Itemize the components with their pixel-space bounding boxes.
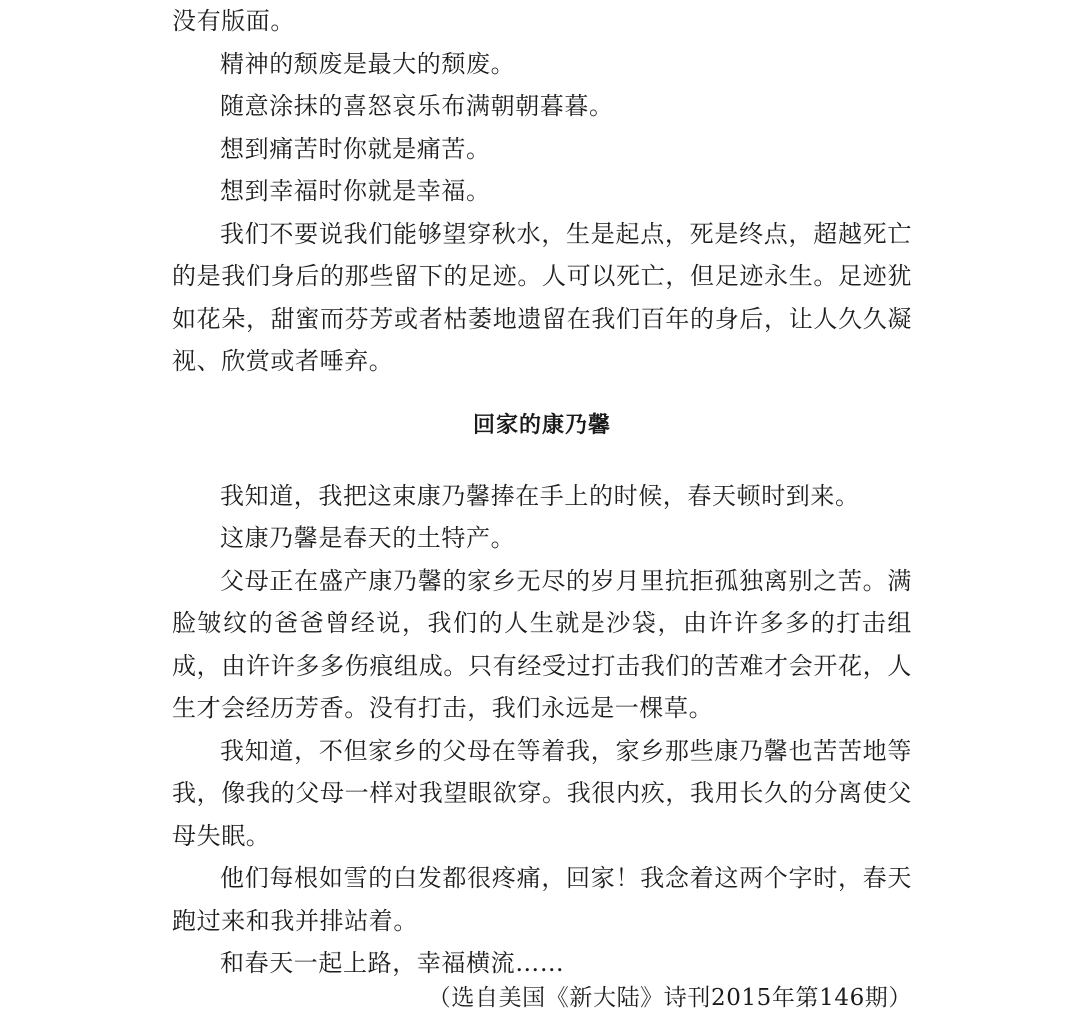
document-page [172,0,912,985]
poem-body [172,475,912,985]
paragraph: 他们每根如雪的白发都很疼痛，回家！我念着这两个字时，春天跑过来和我并排站着。 [172,864,912,935]
poem-title: 回家的康乃馨 [472,412,611,438]
paragraph: 我知道，我把这束康乃馨捧在手上的时候，春天顿时到来。 [220,481,860,510]
paragraph: 我们不要说我们能够望穿秋水，生是起点，死是终点，超越死亡的是我们身后的那些留下的足迹。人可以死亡，但足迹永生。足迹犹如花朵，甜蜜而芬芳或者枯萎地遗留在我们百年的身后，让人久久凝视、欣赏或者唾弃。 [172,219,912,375]
paragraph: 父母正在盛产康乃馨的家乡无尽的岁月里抗拒孤独离别之苦。满脸皱纹的爸爸曾经说，我们的人生就是沙袋，由许许多多的打击组成，由许许多多伤痕组成。只有经受过打击我们的苦难才会开花，人生才会经历芳香。没有打击，我们永远是一棵草。 [172,566,912,722]
paragraph: 想到幸福时你就是幸福。 [220,177,491,205]
paragraph: 我知道，不但家乡的父母在等着我，家乡那些康乃馨也苦苦地等我，像我的父母一样对我望眼欲穿。我很内疚，我用长久的分离使父母失眠。 [172,736,912,850]
paragraph: 随意涂抹的喜怒哀乐布满朝朝暮暮。 [220,92,614,120]
paragraph: 和春天一起上路，幸福横流…… [220,949,565,977]
paragraph: 想到痛苦时你就是痛苦。 [220,134,491,163]
paragraph: 精神的颓废是最大的颓废。 [220,49,516,78]
source-note: （选自美国《新大陆》诗刊2015年第146期） [427,985,912,1011]
paragraph: 没有版面。 [172,7,295,35]
paragraph: 这康乃馨是春天的土特产。 [220,524,516,552]
previous-section [172,0,912,383]
